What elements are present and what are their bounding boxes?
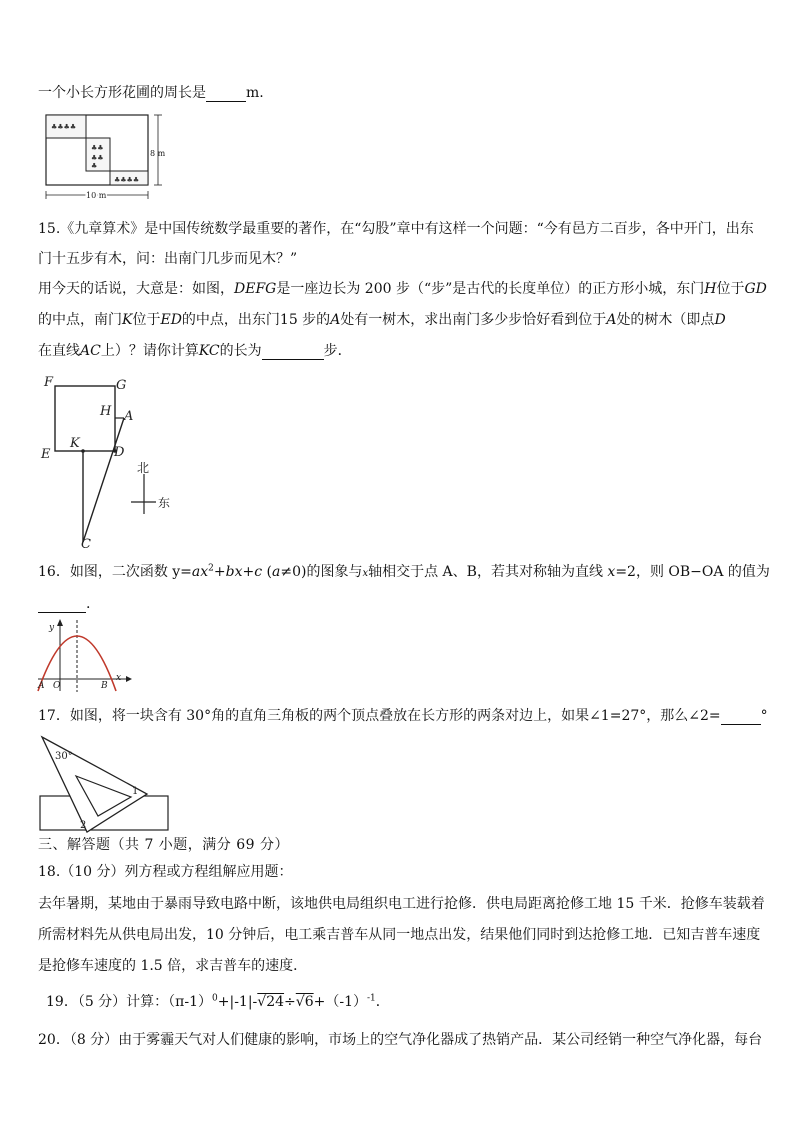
q18-line-4: 是抢修车速度的 1.5 倍，求吉普车的速度． (38, 958, 308, 974)
q15-label-A: A (124, 409, 134, 424)
q15-line-5 (38, 342, 352, 360)
q18-line-2: 去年暑期，某地由于暴雨导致电路中断，该地供电局组织电工进行抢修．供电局距离抢修工地 15 千米．抢修车装载着 (38, 896, 765, 912)
q15-label-F: F (44, 375, 54, 390)
q18-line-3: 所需材料先从供电局出发，10 分钟后，电工乘吉普车从同一地点出发，结果他们同时到达抢修工地．已知吉普车速度 (38, 927, 761, 943)
q16-var: x (607, 564, 616, 580)
q15-answer-blank[interactable] (262, 345, 324, 360)
q19-sqrt-24: √24 (257, 994, 285, 1010)
q15-label-C: C (81, 537, 91, 552)
q16-text: . (86, 596, 91, 612)
q17-angle-1-label: 1 (132, 786, 139, 797)
q16-exponent: 2 (208, 563, 214, 574)
q14-answer-blank[interactable] (206, 87, 246, 102)
q15-east-label: 东 (158, 496, 171, 510)
q15-label-D: D (114, 445, 125, 460)
q15-label-K: K (70, 436, 80, 451)
q16-text: =2，则 OB−OA 的值为 (615, 564, 770, 580)
q15-label-H: H (100, 404, 112, 419)
q19-exponent: -1 (366, 993, 376, 1004)
q15-text: 处有一树木，求出南门多少步恰好看到位于 (340, 312, 607, 328)
q17-line (38, 707, 768, 725)
svg-text:♣♣♣♣: ♣♣♣♣ (114, 176, 140, 184)
q19-line (46, 993, 390, 1011)
svg-text:♣♣♣♣: ♣♣♣♣ (51, 123, 77, 131)
q16-text: 轴相交于点 A、B，若其对称轴为直线 (368, 564, 608, 580)
q16-text: ≠0)的图象与 (280, 564, 363, 580)
q15-var: K (122, 312, 133, 328)
q17-figure (36, 734, 176, 834)
q15-text: 在直线 (38, 343, 80, 359)
q16-answer-blank[interactable] (38, 598, 86, 613)
q15-text: 的中点，南门 (38, 312, 122, 328)
q16-text: ( (262, 564, 272, 580)
q16-text: + (213, 564, 226, 580)
q15-text: 上）？请你计算 (100, 343, 199, 359)
q16-var: x (362, 568, 369, 579)
q15-label-E: E (41, 447, 51, 462)
q15-label-G: G (116, 378, 127, 393)
q15-var: DEFG (234, 281, 277, 297)
q15-var: D (714, 312, 726, 328)
q15-var: ED (160, 312, 182, 328)
q15-north-label: 北 (137, 461, 150, 475)
q15-line-1: 15.《九章算术》是中国传统数学最重要的著作，在“勾股”章中有这样一个问题：“今有邑方二百步，各中开门，出东 (38, 221, 754, 237)
q19-text: ÷ (284, 994, 296, 1010)
q15-text: 步． (323, 343, 352, 359)
svg-text:♣♣: ♣♣ (91, 144, 104, 152)
q20-line-1: 20．（8 分）由于雾霾天气对人们健康的影响，市场上的空气净化器成了热销产品．某公司经销一种空气净化器，每台 (38, 1032, 763, 1048)
q15-var: A (606, 312, 617, 328)
q16-var: ax (191, 564, 209, 580)
q16-var: a (271, 564, 281, 580)
q14-text: 一个小长方形花圃的周长是 (38, 85, 206, 101)
q16-line-1 (38, 563, 770, 583)
q17-angle-2-label: 2 (80, 820, 87, 831)
q15-text: 位于 (716, 281, 745, 297)
svg-text:♣: ♣ (91, 162, 98, 170)
q16-label-B: B (101, 681, 108, 691)
q16-label-O: O (53, 681, 61, 691)
q14-height-label: 8 m (150, 149, 166, 158)
q14-line (38, 84, 264, 102)
q15-figure (36, 372, 186, 550)
q15-text: 的长为 (219, 343, 262, 359)
q16-var: bx (225, 564, 243, 580)
q16-label-A: A (38, 681, 45, 691)
q16-text: 16．如图，二次函数 y= (38, 564, 192, 580)
q14-width-label: 10 m (86, 191, 107, 200)
q15-text: 处的树木（即点 (616, 312, 715, 328)
q16-line-2 (38, 595, 90, 613)
q15-var: AC (80, 343, 101, 359)
q15-var: GD (744, 281, 767, 297)
q16-x-label: x (116, 673, 122, 683)
q15-text: 的中点，出东门15 步的 (181, 312, 331, 328)
q19-text: +|-1|- (217, 994, 258, 1010)
q15-text: 用今天的话说，大意是：如图， (38, 281, 234, 297)
q15-var: A (330, 312, 341, 328)
q14-unit: m. (246, 85, 264, 101)
q19-sqrt-6: √6 (295, 994, 314, 1010)
q17-answer-blank[interactable] (721, 710, 761, 725)
q15-var: KC (198, 343, 220, 359)
q19-text: +（-1） (313, 994, 367, 1010)
q17-text: ° (760, 708, 768, 724)
svg-text:♣♣: ♣♣ (91, 154, 104, 162)
q17-text: 17．如图，将一块含有 30°角的直角三角板的两个顶点叠放在长方形的两条对边上，如果∠1=27°，那么∠2= (38, 708, 721, 724)
q16-y-label: y (49, 623, 55, 633)
q15-var: H (704, 281, 717, 297)
q14-figure (38, 112, 178, 204)
q18-line-1: 18.（10 分）列方程或方程组解应用题： (38, 864, 293, 880)
q17-angle-30-label: 30° (55, 751, 73, 762)
q16-figure (36, 616, 136, 694)
q15-line-4 (38, 311, 726, 329)
q19-text: 19．（5 分）计算：（π-1） (46, 994, 213, 1010)
q15-line-3 (38, 280, 767, 298)
q15-text: 是一座边长为 200 步（“步”是古代的长度单位）的正方形小城，东门 (276, 281, 705, 297)
q19-exponent: 0 (212, 993, 218, 1004)
q19-text: ． (375, 994, 390, 1010)
q16-text: + (242, 564, 255, 580)
q15-line-2: 门十五步有木，问：出南门几步而见木？” (38, 251, 298, 267)
section-3-title: 三、解答题（共 7 小题，满分 69 分） (38, 837, 290, 853)
q16-var: c (254, 564, 263, 580)
q15-text: 位于 (132, 312, 161, 328)
